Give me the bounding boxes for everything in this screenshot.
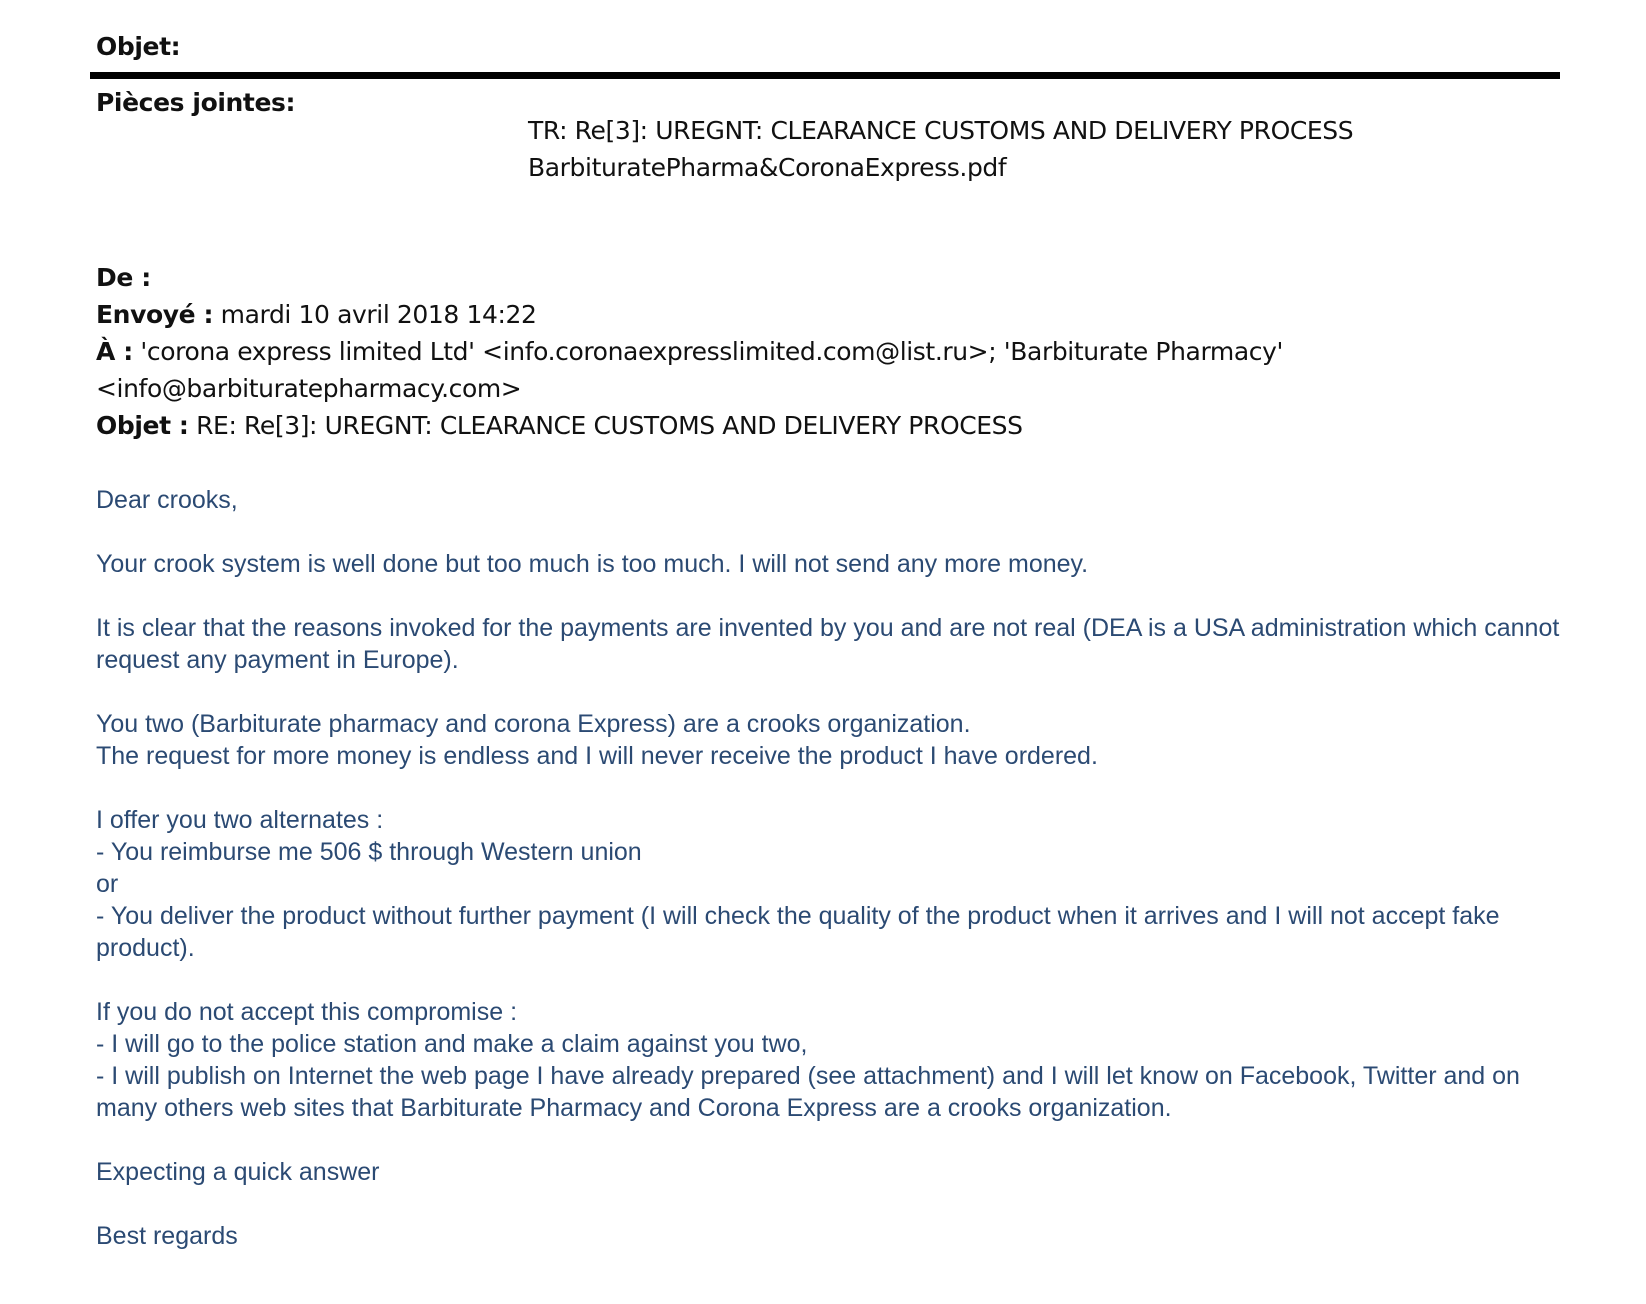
offer-option-reimburse: - You reimburse me 506 $ through Western union <box>96 838 642 866</box>
paragraph-endless-request: The request for more money is endless and I will never receive the product I have ordered. <box>96 742 1098 770</box>
compromise-intro: If you do not accept this compromise : <box>96 998 518 1026</box>
pieces-jointes-label: Pièces jointes: <box>96 88 296 117</box>
to-line: À : 'corona express limited Ltd' <info.coronaexpresslimited.com@list.ru>; 'Barbiturate Pharmacy' <box>96 337 1283 366</box>
greeting: Dear crooks, <box>96 486 238 514</box>
attachment-link[interactable]: BarbituratePharma&CoronaExpress.pdf <box>528 153 1007 182</box>
offer-intro: I offer you two alternates : <box>96 806 384 834</box>
subject-value: TR: Re[3]: UREGNT: CLEARANCE CUSTOMS AND DELIVERY PROCESS <box>528 116 1354 145</box>
to-value: 'corona express limited Ltd' <info.coronaexpresslimited.com@list.ru>; 'Barbiturate Pharmacy' <box>132 337 1283 366</box>
subject-line-value: RE: Re[3]: UREGNT: CLEARANCE CUSTOMS AND DELIVERY PROCESS <box>188 411 1023 440</box>
sent-line: Envoyé : mardi 10 avril 2018 14:22 <box>96 300 537 329</box>
email-body <box>96 484 1576 1252</box>
closing-regards: Best regards <box>96 1222 238 1250</box>
objet-label: Objet: <box>96 32 181 61</box>
to-value-continued: <info@barbituratepharmacy.com> <box>96 374 522 403</box>
threat-publish: - I will publish on Internet the web page I have already prepared (see attachment) and I will let know on Facebook, Twitter and on many others web sites that Barbiturate Pharmacy and Corona Express are a crooks organization. <box>96 1062 1520 1122</box>
sent-value: mardi 10 avril 2018 14:22 <box>213 300 537 329</box>
offer-option-deliver: - You deliver the product without further payment (I will check the quality of the product when it arrives and I will not accept fake product). <box>96 902 1500 962</box>
closing-expecting: Expecting a quick answer <box>96 1158 380 1186</box>
paragraph-no-more-money: Your crook system is well done but too much is too much. I will not send any more money. <box>96 550 1089 578</box>
subject-line: Objet : RE: Re[3]: UREGNT: CLEARANCE CUSTOMS AND DELIVERY PROCESS <box>96 411 1023 440</box>
divider-rule <box>90 72 1560 79</box>
offer-or: or <box>96 870 119 898</box>
threat-police: - I will go to the police station and make a claim against you two, <box>96 1030 808 1058</box>
paragraph-dea: It is clear that the reasons invoked for the payments are invented by you and are not real (DEA is a USA administration which cannot request any payment in Europe). <box>96 614 1560 674</box>
from-label: De : <box>96 263 151 292</box>
paragraph-crooks-organization: You two (Barbiturate pharmacy and corona Express) are a crooks organization. <box>96 710 971 738</box>
